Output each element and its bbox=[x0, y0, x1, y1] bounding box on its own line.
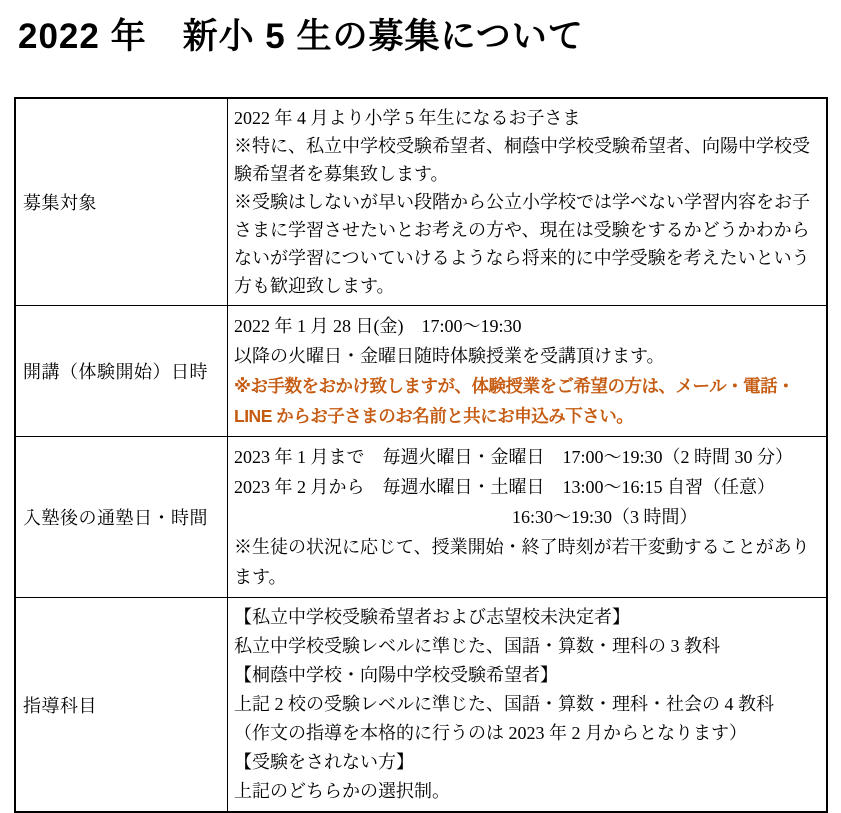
text-line: ※受験はしないが早い段階から公立小学校では学べない学習内容をお子さまに学習させたいとお考えの方や、現在は受験をするかどうかわからないが学習についていけるようなら将来的に中学受験を考えたいという方も歓迎致します。 bbox=[234, 192, 810, 296]
table-row-recruitment-target bbox=[15, 98, 827, 306]
text-line: （作文の指導を本格的に行うのは 2023 年 2 月からとなります） bbox=[234, 723, 747, 743]
text-line: 2022 年 4 月より小学 5 年生になるお子さま bbox=[234, 108, 581, 128]
table-row-subjects bbox=[15, 598, 827, 813]
text-line: 【受験をされない方】 bbox=[234, 752, 414, 772]
text-line: 私立中学校受験レベルに準じた、国語・算数・理科の 3 教科 bbox=[234, 636, 720, 656]
row-content-start-datetime bbox=[228, 306, 828, 437]
text-line: 上記のどちらかの選択制。 bbox=[234, 781, 450, 801]
row-header-subjects: 指導科目 bbox=[15, 598, 228, 813]
text-line: 2023 年 2 月から 毎週水曜日・土曜日 13:00～16:15 自習（任意） bbox=[234, 477, 775, 497]
text-line: 2022 年 1 月 28 日(金) 17:00～19:30 bbox=[234, 316, 522, 336]
table-row-start-datetime bbox=[15, 306, 827, 437]
text-line: 【桐蔭中学校・向陽中学校受験希望者】 bbox=[234, 665, 558, 685]
text-line: 2023 年 1 月まで 毎週火曜日・金曜日 17:00～19:30（2 時間 30 分） bbox=[234, 447, 793, 467]
table-row-schedule bbox=[15, 437, 827, 598]
text-line-emphasis: ※お手数をおかけ致しますが、体験授業をご希望の方は、メール・電話・LINE からお子さまのお名前と共にお申込み下さい。 bbox=[234, 376, 795, 426]
row-content-schedule bbox=[228, 437, 828, 598]
row-content-subjects bbox=[228, 598, 828, 813]
recruitment-info-table bbox=[14, 97, 828, 813]
row-content-recruitment-target bbox=[228, 98, 828, 306]
text-line: 上記 2 校の受験レベルに準じた、国語・算数・理科・社会の 4 教科 bbox=[234, 694, 774, 714]
row-header-schedule: 入塾後の通塾日・時間 bbox=[15, 437, 228, 598]
text-line: ※特に、私立中学校受験希望者、桐蔭中学校受験希望者、向陽中学校受験希望者を募集致します。 bbox=[234, 136, 810, 184]
text-line: ※生徒の状況に応じて、授業開始・終了時刻が若干変動することがあります。 bbox=[234, 537, 810, 587]
row-header-recruitment-target: 募集対象 bbox=[15, 98, 228, 306]
page-title: 2022 年 新小 5 生の募集について bbox=[18, 17, 584, 56]
text-line-indented: 16:30～19:30（3 時間） bbox=[512, 507, 698, 527]
text-line: 以降の火曜日・金曜日随時体験授業を受講頂けます。 bbox=[234, 346, 665, 366]
row-header-start-datetime: 開講（体験開始）日時 bbox=[15, 306, 228, 437]
text-line: 【私立中学校受験希望者および志望校未決定者】 bbox=[234, 607, 630, 627]
